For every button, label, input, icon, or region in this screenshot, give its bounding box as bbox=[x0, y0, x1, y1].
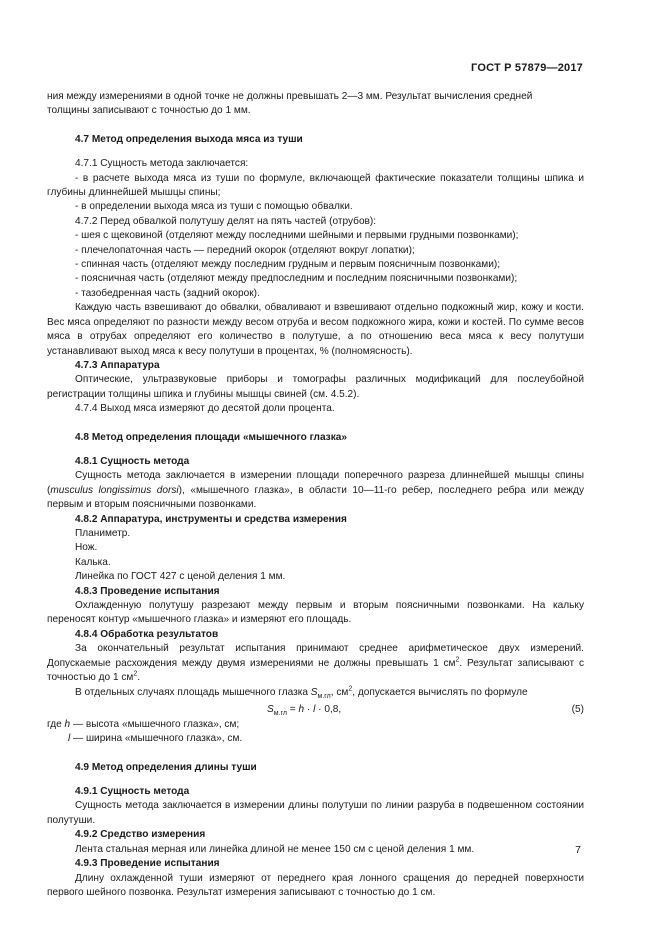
p-4-7-2-para: Каждую часть взвешивают до обвалки, обваливают и взвешивают отдельно подкожный жир, кожу и кости. Вес мяса определяют по разности между весом отруба и весом подкожного жира, кожи и костей. По сумме весов мяса в отрубах определяют его количество в полутуше, а по отношению веса мяса к весу полутуши устанавливают выход мяса к весу полутуши в процентах, % (полномясность). bbox=[47, 302, 584, 357]
cut-item: - спинная часть (отделяют между последним грудным и первым поясничным позвонками); bbox=[75, 259, 500, 271]
tool-item: Линейка по ГОСТ 427 с ценой деления 1 мм. bbox=[75, 571, 286, 583]
cut-item: - шея с щековиной (отделяют между последними шейными и первыми грудными позвонками); bbox=[75, 230, 519, 242]
definition-h: где h — высота «мышечного глазка», см; bbox=[47, 718, 240, 730]
definition-l: l — ширина «мышечного глазка», см. bbox=[68, 733, 243, 745]
page-number: 7 bbox=[575, 844, 581, 856]
tool-item: Калька. bbox=[75, 556, 111, 568]
p-4-8-4: За окончательный результат испытания принимают среднее арифметическое двух измерений. Допускаемые расхождения между двумя измерениями не должны превышать 1 $см^2$. Результат записывают с точностью до 1 $см^2$. bbox=[47, 643, 584, 684]
formula-5 bbox=[47, 703, 584, 718]
cut-item: - поясничная часть (отделяют между предпоследним и последним поясничными позвонками); bbox=[75, 273, 518, 285]
section-4-8-2-title: 4.8.2 Аппаратура, инструменты и средства измерения bbox=[75, 513, 347, 525]
section-4-8-1-title: 4.8.1 Сущность метода bbox=[75, 455, 190, 467]
standard-code: ГОСТ Р 57879—2017 bbox=[471, 62, 583, 74]
latin-term: musculus longissimus dorsi bbox=[50, 484, 179, 496]
p-4-8-4-formula-intro: В отдельных случаях площадь мышечного глазка $S_{м.гл}$, $см^2$, допускается вычислять по формуле bbox=[75, 686, 528, 701]
intro-line-1: ния между измерениями в одной точке не должны превышать 2—3 мм. Результат вычисления средней bbox=[47, 91, 533, 102]
cut-item: - плечелопаточная часть — передний окорок (отделяют вокруг лопатки); bbox=[75, 244, 415, 256]
page-content bbox=[47, 90, 584, 900]
formula-definitions bbox=[47, 718, 584, 747]
intro-line-2: толщины записывают с точностью до 1 мм. bbox=[47, 105, 251, 117]
p-4-9-3: Длину охлажденной туши измеряют от переднего края лонного сращения до передней поверхности первого шейного позвонка. Результат измерения записывают с точностью до 1 см. bbox=[47, 872, 584, 898]
p-4-7-1-item-2: - в определении выхода мяса из туши с помощью обвалки. bbox=[75, 201, 353, 213]
section-4-8-4-title: 4.8.4 Обработка результатов bbox=[75, 628, 219, 640]
section-4-7-3-title: 4.7.3 Аппаратура bbox=[75, 359, 160, 371]
tool-item: Нож. bbox=[75, 542, 98, 554]
section-4-9-2-title: 4.9.2 Средство измерения bbox=[75, 829, 206, 841]
p-4-7-3: Оптические, ультразвуковые приборы и томографы различных модификаций для послеубойной регистрации толщины шпика и глубины мышцы свиней (см. 4.5.2). bbox=[47, 374, 584, 400]
section-4-9-title: 4.9 Метод определения длины туши bbox=[75, 761, 257, 773]
p-4-8-3: Охлажденную полутушу разрезают между первым и вторым поясничными позвонками. На кальку переносят контур «мышечного глазка» и измеряют его площадь. bbox=[47, 600, 584, 626]
cut-item: - тазобедренная часть (задний окорок). bbox=[75, 287, 260, 299]
p-4-8-1: Сущность метода заключается в измерении площади поперечного разреза длиннейшей мышцы спины (musculus longissimus dorsi), «мышечного глазка», в области 10—11-го ребер, последнего ребра или между первым и вторым поясничными позвонками. bbox=[47, 470, 584, 511]
section-4-7-title: 4.7 Метод определения выхода мяса из туши bbox=[75, 133, 303, 145]
section-4-8-title: 4.8 Метод определения площади «мышечного глазка» bbox=[75, 431, 347, 443]
tool-item: Планиметр. bbox=[75, 527, 131, 539]
p-4-7-1: 4.7.1 Сущность метода заключается: bbox=[75, 158, 249, 170]
section-4-9-3-title: 4.9.3 Проведение испытания bbox=[75, 858, 220, 870]
formula-number: (5) bbox=[571, 703, 584, 715]
p-4-7-1-item-1: - в расчете выхода мяса из туши по формуле, включающей фактические показатели толщины шпика и глубины длиннейшей мышцы спины; bbox=[47, 172, 584, 199]
p-4-7-4: 4.7.4 Выход мяса измеряют до десятой доли процента. bbox=[75, 403, 335, 415]
section-4-8-3-title: 4.8.3 Проведение испытания bbox=[75, 585, 220, 597]
formula-expression: $S_{м.гл} = h \cdot l \cdot 0,8$, bbox=[267, 703, 342, 717]
p-4-9-2: Лента стальная мерная или линейка длиной не менее 150 см с ценой деления 1 мм. bbox=[75, 843, 475, 855]
p-4-9-1: Сущность метода заключается в измерении длины полутуши по линии разруба в подвешенном состоянии полутуши. bbox=[47, 800, 584, 826]
section-4-9-1-title: 4.9.1 Сущность метода bbox=[75, 786, 190, 798]
p-4-7-2: 4.7.2 Перед обвалкой полутушу делят на пять частей (отрубов): bbox=[75, 215, 377, 227]
